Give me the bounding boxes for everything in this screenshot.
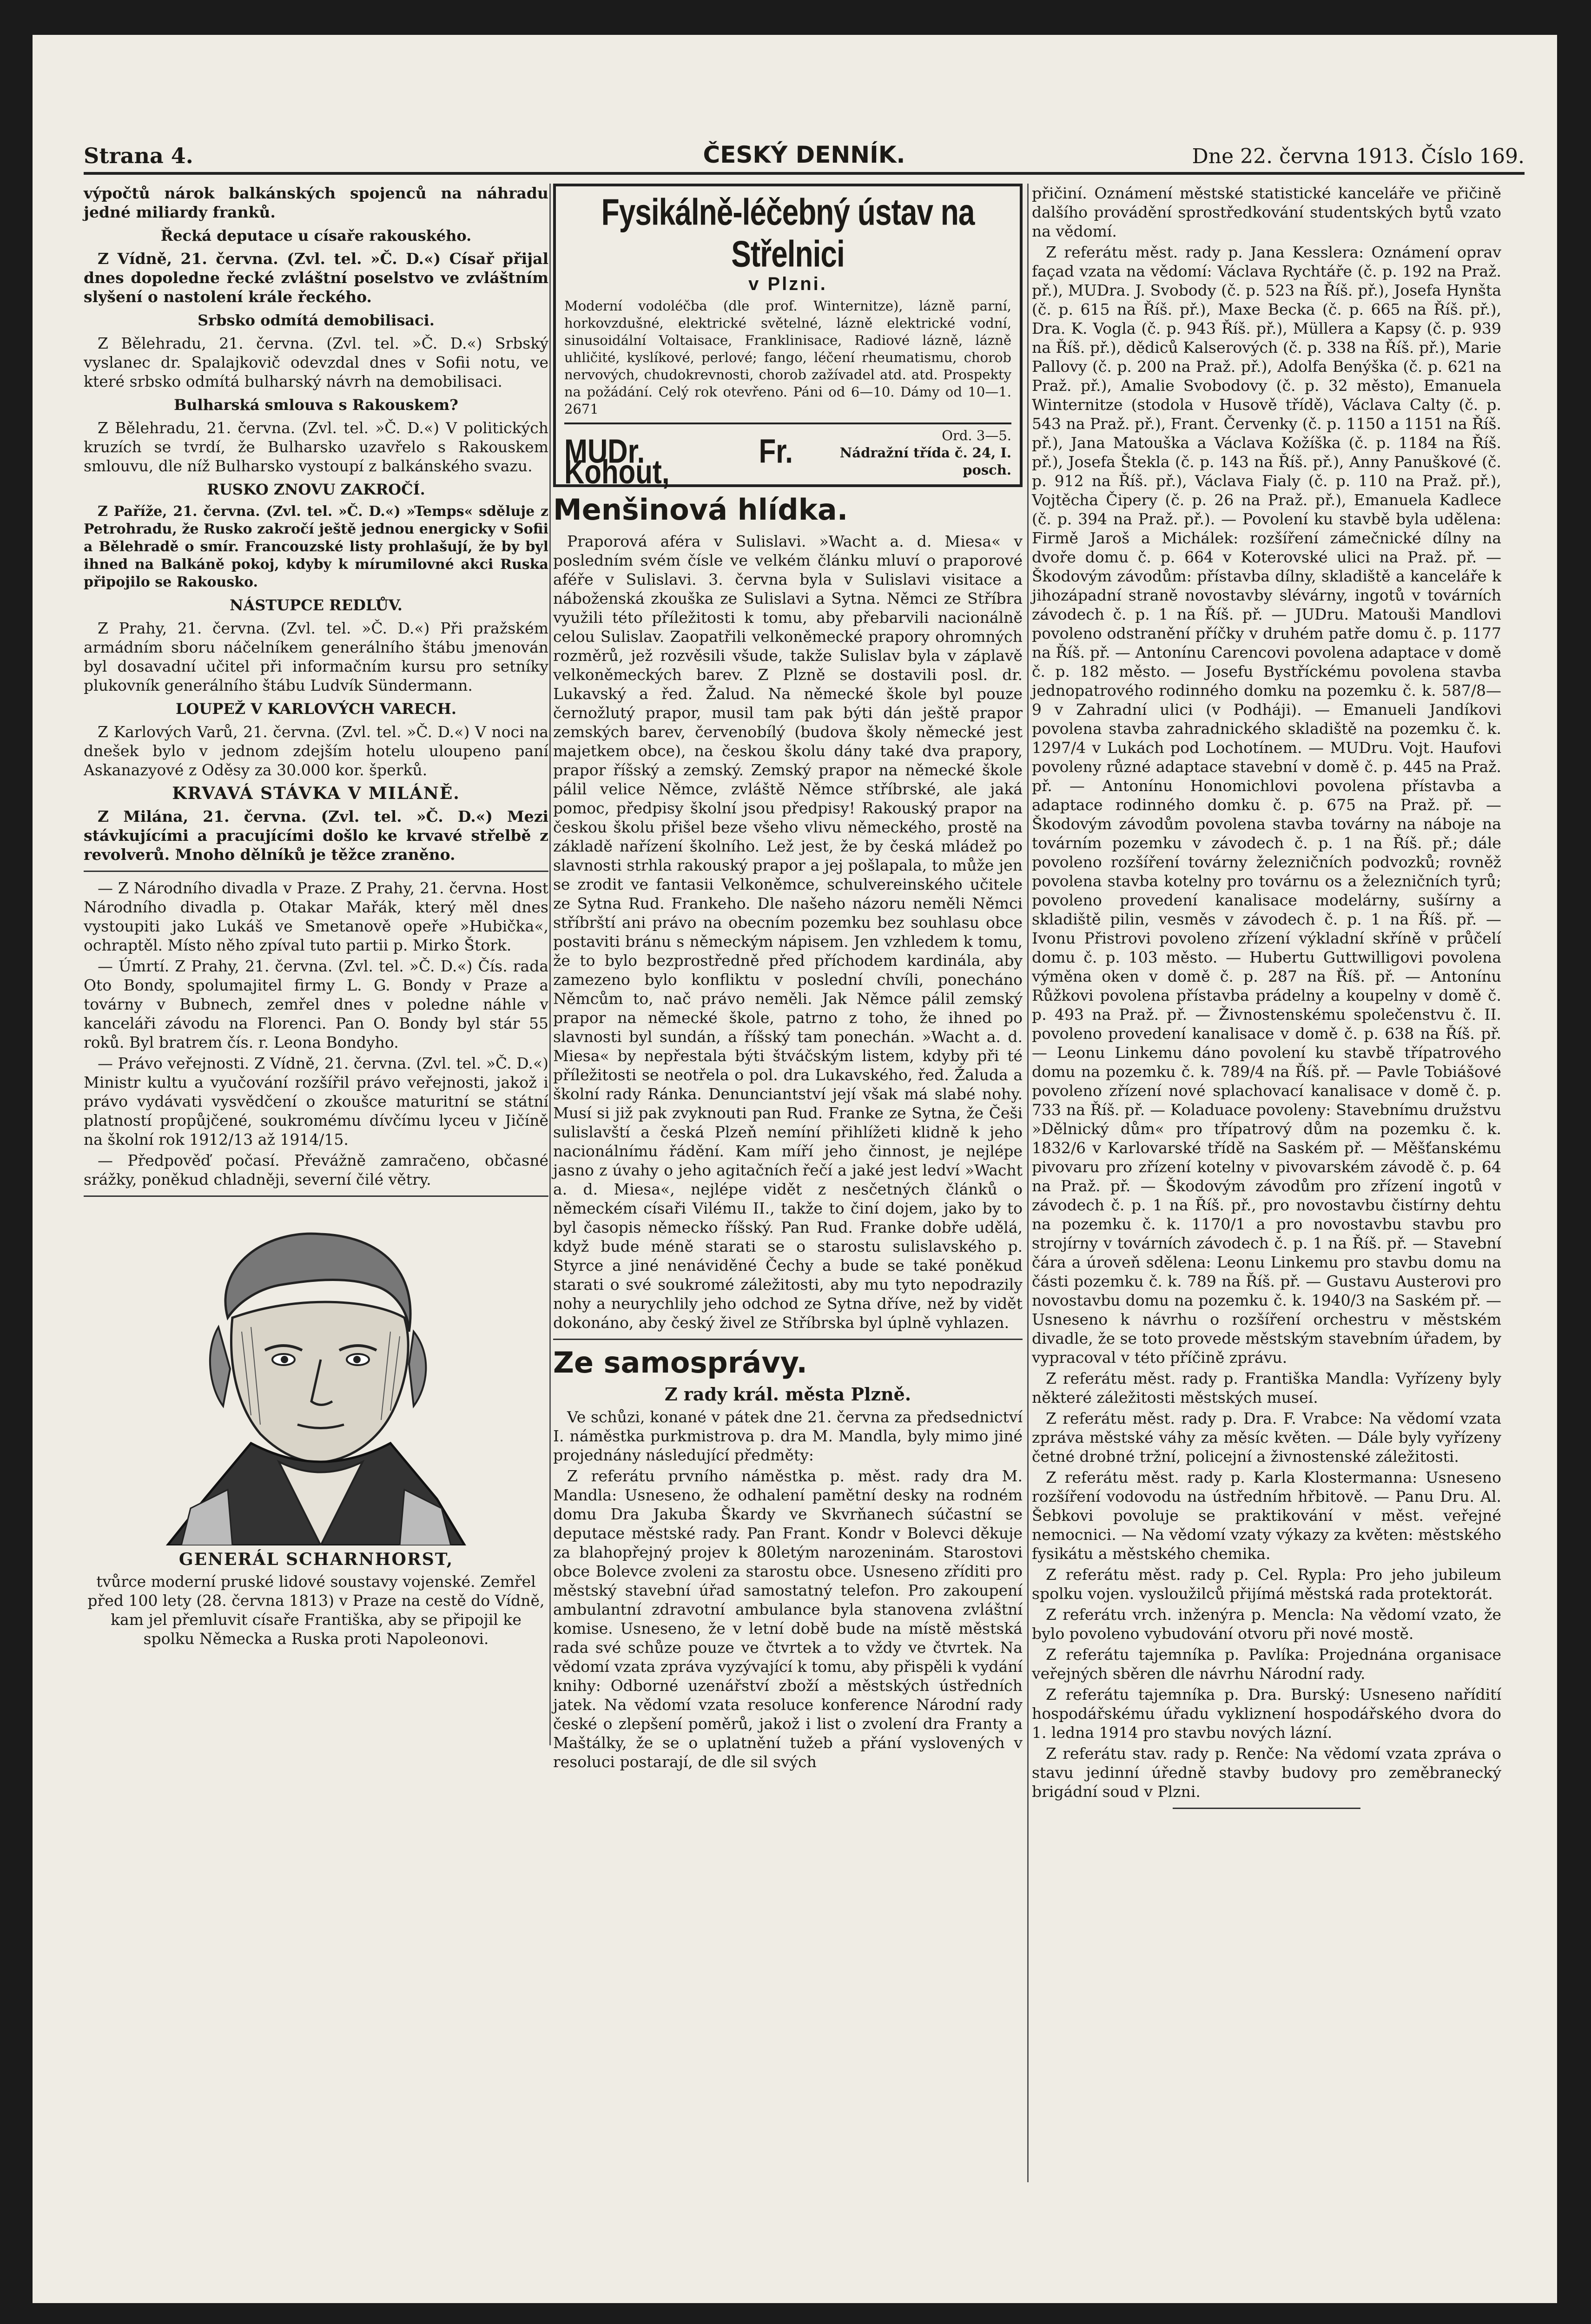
advertisement-text: Moderní vodoléčba (dle prof. Winternitze), lázně parní, horkovzdušné, elektrické světelné, lázně elektrické vodní, sinusoidální Voltaisace, Franklinisace, Radiové lázně, lázně uhličité, kyslíkové, perlové; fango, léčení rheumatismu, chorob nervových, chudokrevnosti, chorob zažívadel atd. atd. Prospekty na požádání. Celý rok otevřeno. Páni od 6—10. Dámy od 10—1. 2671 — [564, 298, 1011, 417]
section-heading: Ze samosprávy. — [553, 1346, 807, 1380]
advertisement-hours-address — [793, 427, 1011, 479]
news-item: — Úmrtí. Z Prahy, 21. června. (Zvl. tel. »Č. D.«) Čís. rada Oto Bondy, spolumajitel firmy L. G. Bondy v Praze a továrny v Bubnech, zemřel dnes v poledne náhle v kanceláři závodu na Florenci. Pan O. Bondy byl stár 55 roků. Byl bratrem čís. r. Leona Bondyho. — [84, 957, 548, 1051]
article-heading: Bulharská smlouva s Rakouskem? — [174, 396, 458, 414]
article-heading: Srbsko odmítá demobilisaci. — [198, 311, 435, 329]
divider — [84, 1195, 548, 1197]
article-heading: NÁSTUPCE REDLŮV. — [230, 596, 403, 614]
column-rule — [1027, 184, 1029, 2182]
article-text: Z referátu vrch. inženýra p. Mencla: Na vědomí vzato, že bylo povoleno vybudování otvoru při nové mostě. — [1032, 1605, 1501, 1643]
advertisement-box — [553, 184, 1023, 491]
scharnhorst-portrait-illustration — [112, 1211, 521, 1545]
article-heading: Řecká deputace u císaře rakouského. — [160, 227, 472, 244]
article-text: Z referátu měst. rady p. Karla Klostermanna: Usneseno rozšíření vodovodu na ústředním hřbitově. — Panu Dru. Al. Šebkovi povoluje se praktikování v měst. veřejné nemocnici. — Na vědomí vzaty výkazy za květen: městského fysikátu a městského chemika. — [1032, 1468, 1501, 1563]
article-text: Praporová aféra v Sulislavi. »Wacht a. d. Miesa« v posledním svém čísle ve velkém článku mluví o praporové aféře v Sulislavi. 3. června byla v Sulislavi visitace a náboženská zkouška ze Sulislavi a Sytna. Němci ze Stříbra využili této příležitosti k tomu, aby přebarvili nacionálně celou Sulislav. Zaopatřili velkoněmecké prapory ohromných rozměrů, jež rozvěsili všude, takže Sulislav byla v záplavě velkoněmeckých barev. Z Plzně se dostavili posl. dr. Lukavský a řed. Žalud. Na německé škole byl pouze černožlutý prapor, musil tam pak býti dán ještě prapor zemských barev, červenobílý (budova školy německé jest majetkem obce), na českou školu dány také dva prapory, prapor říšský a zemský. Zemský prapor na německé škole pálil velice Němce, zvláště Němce stříbrské, ale jaká pomoc, předpisy školní jsou předpisy! Rakouský prapor na českou školu přišel beze všeho vlivu německého, prostě na základě nařízení školního. Lež jest, že by česká mládež po slavnosti strhla rakouský prapor a jej pošlapala, to může jen se zrodit ve fantasii Velkoněmce, schulvereinského učitele ze Sytna Rud. Frankeho. Dle našeho názoru neměli Němci stříbrští ani právo na obecním pozemku bez souhlasu obce postaviti bránu s německým nápisem. Jen vzhledem k tomu, že to bylo bezprostředně před příchodem kardinála, aby zamezeno bylo konfliktu v poslední chvíli, ponecháno Němcům to, nač právo neměli. Jak Němce pálil zemský prapor na německé škole, patrno z toho, že ihned po slavnosti byl sundán, a říšský tam ponechán. »Wacht a. d. Miesa« by nepřestala býti štváčským listem, kdyby při té příležitosti se neotřela o pol. dra Lukavského, řed. Žaluda a školní rady Ránka. Denunciantství její však má slabé nohy. Musí si již pak zvyknouti pan Rud. Franke ze Sytna, že Češi sulislavští a česká Plzeň nemíní přihlížeti klidně k jeho nacionálnímu řádění. Kam míří jeho činnost, je nejlépe jasno z úvahy o jeho agitačních řečí a jaké jest ledví »Wacht a. d. Miesa«, nejlépe vidět z nesčetných článků o německém císaři Vilému II., takže to činí dojem, jako by to byl časopis německo říšský. Pan Rud. Franke dobře udělá, když bude méně starati se o starostu sulislavského p. Styrce a jiné nenáviděné Čechy a bude se také poněkud starati o své soukromé záležitosti, aby mu tyto nepodrazily nohy a neurychlily jeho odchod ze Sytna dříve, než by vidět dokonáno, aby český živel ze Stříbrska byl úplně vyhlazen. — [553, 532, 1023, 1332]
article-text: přičiní. Oznámení městské statistické kanceláře ve přičině dalšího provádění sprostředkování studentských bytů vzato na vědomí. — [1032, 184, 1501, 240]
column-3 — [1032, 184, 1501, 1816]
article-text: Z referátu měst. rady p. Dra. F. Vrabce: Na vědomí vzata zpráva městské váhy za měsíc květen. — Dále byly vyřízeny četné drobné tržní, policejní a živnostenské záležitosti. — [1032, 1409, 1501, 1466]
column-2 — [553, 184, 1023, 1773]
article-text: Z Milána, 21. června. (Zvl. tel. »Č. D.«) Mezi stávkujícími a pracujícími došlo ke krvavé střelbě z revolverů. Mnoho dělníků je těžce zraněno. — [84, 807, 548, 864]
article-heading: RUSKO ZNOVU ZAKROČÍ. — [207, 481, 425, 498]
divider — [553, 1339, 1023, 1340]
news-item: — Právo veřejnosti. Z Vídně, 21. června. (Zvl. tel. »Č. D.«) Ministr kultu a vyučování rozšířil právo veřejnosti, jakož i právo vydávati vysvědčení o zkoušce maturitní se státní platností propůjčené, soukromému dívčímu lyceu v Jičíně na školní rok 1912/13 až 1914/15. — [84, 1054, 548, 1149]
office-hours: Ord. 3—5. — [942, 428, 1011, 443]
illustration-caption: tvůrce moderní pruské lidové soustavy vojenské. Zemřel před 100 lety (28. června 1813) v Praze na cestě do Vídně, kam jel přemluvit císaře Františka, aby se připojil ke spolku Německa a Ruska proti Napoleonovi. — [87, 1572, 545, 1648]
page-header — [84, 130, 1525, 175]
article-heading: Z rady král. města Plzně. — [664, 1384, 911, 1405]
divider — [1173, 1808, 1360, 1809]
advertisement-subtitle: v Plzni. — [748, 274, 827, 294]
article-text: Z referátu stav. rady p. Renče: Na vědomí vzata zpráva o stavu jedinní úředně stavby budovy pro zeměbranecký brigádní soud v Plzni. — [1032, 1744, 1501, 1801]
address: Nádražní třída č. 24, I. posch. — [839, 445, 1011, 478]
article-text: Z referátu měst. rady p. Františka Mandla: Vyřízeny byly některé záležitosti městských museí. — [1032, 1369, 1501, 1406]
newspaper-page — [33, 35, 1557, 2303]
article-text: Z referátu tajemníka p. Pavlíka: Projednána organisace veřejných sběren dle návrhu Národní rady. — [1032, 1645, 1501, 1683]
issue-date: Dne 22. června 1913. Číslo 169. — [1192, 145, 1525, 168]
article-text: Z referátu prvního náměstka p. měst. rady dra M. Mandla: Usneseno, že odhalení pamětní desky na rodném domu Dra Jakuba Škardy ve Skvrňanech súčastní se deputace městské rady. Pan Frant. Kondr v Bolevci děkuje za blahopřejný projev k 80letým narozeninám. Starostovi obce Bolevce zvoleni za starostu obce. Usneseno zříditi pro městský stavební úřad samostatný telefon. Pro zakoupení ambulantní zdravotní ambulance byla stanovena zvláštní komise. Usneseno, že v letní době bude na místě městská rada své schůze pouze ve čtvrtek a to vždy ve čtvrtek. Na vědomí vzata zpráva vyzývající k tomu, aby přispěli k vydání knihy: Odborné uzenářství zboží a městských ústředních jatek. Na vědomí vzata resoluce konference Národní rady české o zlepšení poměrů, jakož i list o zvolení dra Franty a Maštálky, že se o uplatnění tužeb a přání vyslovených v resoluci postarají, de dle sil svých — [553, 1467, 1023, 1771]
news-item: — Předpověď počasí. Převážně zamračeno, občasné srážky, poněkud chladněji, severní čilé větry. — [84, 1151, 548, 1188]
article-text: Z referátu tajemníka p. Dra. Burský: Usneseno nařídití hospodářskému úřadu vykliznení hospodářského dvora do 1. ledna 1914 pro stavbu nových lázní. — [1032, 1685, 1501, 1742]
article-text: Z Bělehradu, 21. června. (Zvl. tel. »Č. D.«) Srbský vyslanec dr. Spalajkovič odevzdal dnes v Sofii notu, ve které srbsko odmítá bulharský návrh na demobilisaci. — [84, 334, 548, 390]
article-text: Z Karlových Varů, 21. června. (Zvl. tel. »Č. D.«) V noci na dnešek bylo v jednom zdejším hotelu uloupeno paní Askanazyové z Oděsy za 30.000 kor. šperků. — [84, 723, 548, 779]
divider — [84, 871, 548, 872]
advertisement-doctor: MUDr. Fr. Kohout, — [564, 432, 793, 491]
article-heading: KRVAVÁ STÁVKA V MILÁNĚ. — [172, 784, 460, 803]
article-text: Z Paříže, 21. června. (Zvl. tel. »Č. D.«) »Temps« sděluje z Petrohradu, že Rusko zakročí ještě jednou energicky v Sofii a Bělehradě o smír. Francouzské listy prohlašují, že by byl ihned na Balkáně pokoj, kdyby k mírumilovné akci Ruska připojilo se Rakousko. — [84, 503, 548, 590]
news-item: — Z Národního divadla v Praze. Z Prahy, 21. června. Host Národního divadla p. Otakar Mařák, který měl dnes vystoupiti jako Lukáš ve Smetanově opeře »Hubička«, ochraptěl. Místo něho zpíval tuto partii p. Mirko Štork. — [84, 879, 548, 954]
column-rule — [549, 184, 551, 1745]
article-continuation: výpočtů nárok balkánských spojenců na náhradu jedné miliardy franků. — [84, 184, 548, 221]
page-number: Strana 4. — [84, 143, 193, 168]
article-text: Z Prahy, 21. června. (Zvl. tel. »Č. D.«) Při pražském armádním sboru náčelníkem generálního štábu jmenován byl dosavadní učitel při informačním kursu pro setníky plukovník generálního štábu Ludvík Sündermann. — [84, 619, 548, 694]
newspaper-title: ČESKÝ DENNÍK. — [703, 141, 905, 168]
article-text: Z referátu měst. rady p. Cel. Rypla: Pro jeho jubileum spolku vojen. vysloužilců přijímá městská rada protektorát. — [1032, 1565, 1501, 1603]
section-heading: Menšinová hlídka. — [553, 493, 848, 527]
article-text: Z referátu měst. rady p. Jana Kesslera: Oznámení oprav façad vzata na vědomí: Václava Rychtáře (č. p. 192 na Praž. př.), MUDra. J. Svobody (č. p. 523 na Říš. př.), Josefa Hynšta (č. p. 615 na Říš. př.), Maxe Becka (č. p. 665 na Říš. př.), Dra. K. Vogla (č. p. 943 Říš. př.), Müllera a Kapsy (č. p. 939 na Říš. př.), dědiců Kalserových (č. p. 338 na Říš. př.), Marie Pallovy (č. p. 200 na Praž. př.), Adolfa Benýška (č. p. 621 na Praž. př.), Amalie Svobodovy (č. p. 32 město), Emanuela Winternitze (stodola v Husově třídě), Václava Calty (č. p. 543 na Praž. př.), Frant. Červenky (č. p. 1150 a 1151 na Říš. př.), Jana Matouška a Václava Kožíška (č. p. 1184 na Říš. př.), Josefa Štekla (č. p. 143 na Říš. př.), Anny Panuškové (č. p. 912 na Říš. př.), Václava Fialy (č. p. 110 na Praž. př.), Vojtěcha Čipery (č. p. 26 na Praž. př.), Emanuela Kadlece (č. p. 394 na Praž. př.). — Povolení ku stavbě byla udělena: Firmě Jaroš a Michálek: rozšíření zámečnické dílny na dvoře domu č. p. 664 v Koterovské ulici na Praž. př. — Škodovým závodům: přístavba dílny, skladiště a kanceláře k jihozápadní straně novostavby slévárny, ingotů v továrních závodech č. p. 1 na Říš. př. — JUDru. Matouši Mandlovi povoleno odstranění příčky v druhém patře domu č. p. 1177 na Říš. př. — Antonínu Carencovi povolena adaptace v domě č. p. 182 město. — Josefu Bystříckému povolena stavba jednopatrového rodinného domku na pozemku č. k. 587/8—9 v Zahradní ulici (v Podháji). — Emanueli Jandíkovi povolena stavba zahradnického skladiště na pozemku č. k. 1297/4 v Lukách pod Lochotínem. — MUDru. Vojt. Haufovi povoleny různé adaptace stavební v domě č. p. 445 na Praž. př. — Antonínu Honomichlovi povolena přístavba a adaptace rodinného domku č. p. 675 na Praž. př. — Škodovým závodům povolena stavba továrny na náboje na továrním pozemku v závodech č. p. 1 na Říš. př.; dále povoleno rozšíření továrny železničních podvozků; rovněž povolena stavba kotelny pro továrnu os a železničních tyrů; povoleno provedení kanalisace modelárny, sušírny a skladiště pilin, vesměs v závodech č. p. 1 na Říš. př. — Ivonu Přistrovi povoleno zřízení výkladní skříně v průčelí domu č. p. 103 město. — Hubertu Guttwilligovi povolena výměna oken v domě č. p. 287 na Říš. př. — Antonínu Růžkovi povolena přístavba prádelny a koupelny v domě č. p. 493 na Praž. př. — Živnostenskému společenstvu č. II. povoleno provedení kanalisace v domě č. p. 638 na Říš. př. — Leonu Linkemu dáno povolení ku stavbě třípatrového domu na pozemku č. k. 789/4 na Říš. př. — Pavle Tobiášové povoleno zřízení nové splachovací kanalisace v domě č. p. 733 na Říš. př. — Koladuace povoleny: Stavebnímu družstvu »Dělnický dům« pro třípatrový dům na pozemku č. k. 1832/6 v Karlovarské třídě na Saském př. — Měšťanskému pivovaru pro zřízení kotelny v pivovarském závodě č. p. 64 na Praž. př. — Škodovým závodům pro zřízení ingotů v závodech č. p. 1 na Říš. př., pro novostavbu čistírny dehtu na pozemku č. k. 1170/1 a pro novostavbu stavbu pro strojírny v továrních závodech č. p. 1 na Říš. př. — Stavební čára a úroveň sdělena: Leonu Linkemu pro stavbu domu na části pozemku č. k. 789 na Říš. př. — Gustavu Austerovi pro novostavbu domu na pozemku č. k. 1940/3 na Saském př. — Usneseno k návrhu o rozšíření orchestru v městském divadle, že se toto provede městským stavebním úřadem, by vypracoval v této příčině zprávu. — [1032, 243, 1501, 1367]
article-text: Z Bělehradu, 21. června. (Zvl. tel. »Č. D.«) V politických kruzích se tvrdí, že Bulharsko uzavřelo s Rakouskem smlouvu, dle níž Bulharsko vystoupí z balkánského svazu. — [84, 419, 548, 475]
article-heading: LOUPEŽ V KARLOVÝCH VAREСH. — [176, 700, 456, 718]
illustration-caption-title: GENERÁL SCHARNHORST, — [178, 1550, 454, 1569]
article-text: Ve schůzi, konané v pátek dne 21. června za předsednictví I. náměstka purkmistrova p. dra M. Mandla, byly mimo jiné projednány následující předměty: — [553, 1408, 1023, 1464]
article-text: Z Vídně, 21. června. (Zvl. tel. »Č. D.«) Císař přijal dnes dopoledne řecké zvláštní poselstvo ve zvláštním slyšení o nastolení krále řeckého. — [84, 250, 548, 306]
advertisement-title: Fysikálně-léčebný ústav na Střelnici — [601, 191, 975, 275]
advertisement-footer — [564, 423, 1011, 491]
column-1 — [84, 184, 548, 1648]
